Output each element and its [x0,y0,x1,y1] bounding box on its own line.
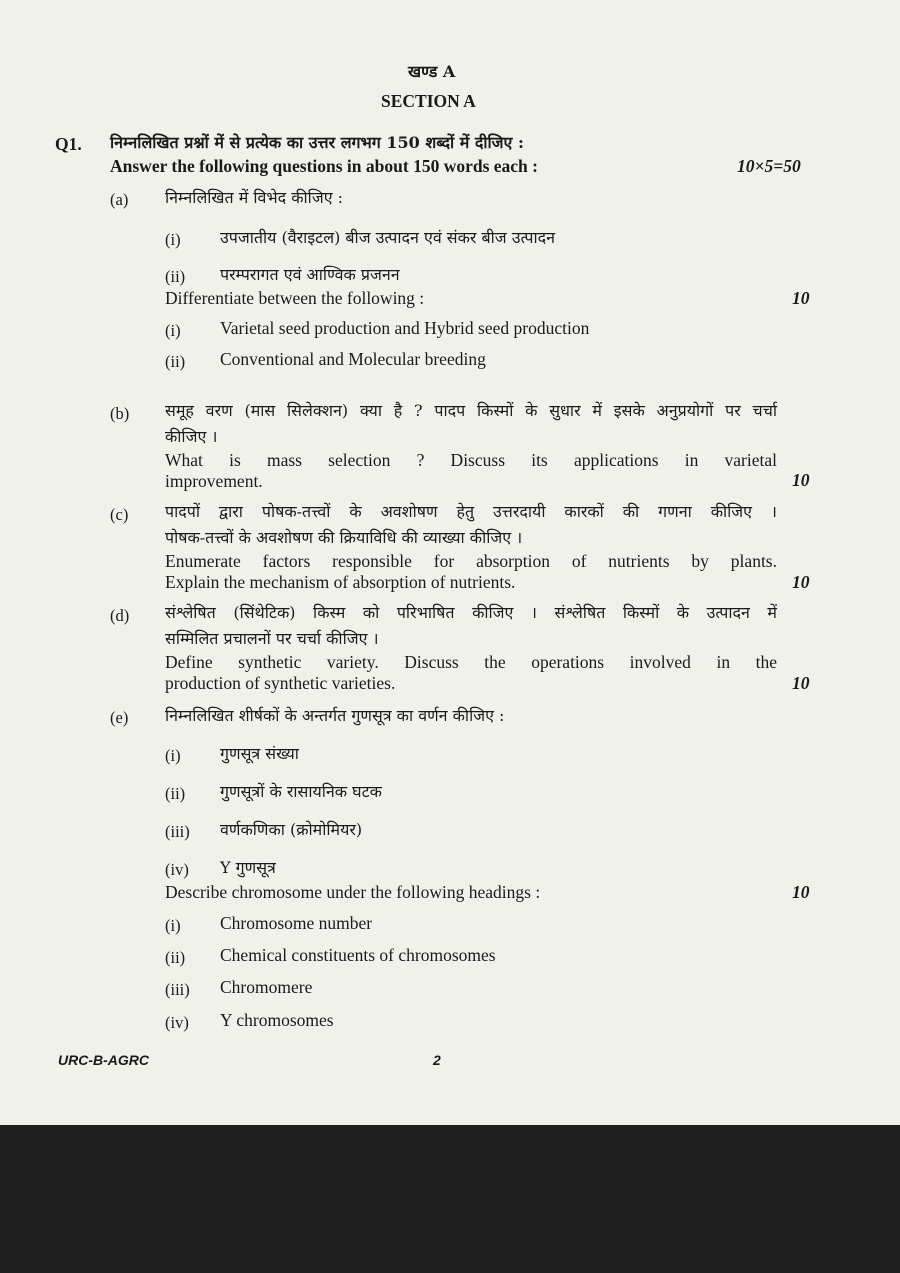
list-item-number: (ii) [165,267,186,286]
question-instruction: Answer the following questions in about 150 words each : [110,156,538,176]
part-e-stem: Describe chromosome under the following headings : [165,882,541,902]
scan-border [0,1125,900,1273]
list-item-text: Chemical constituents of chromosomes [220,945,496,965]
list-item-text: Y chromosomes [220,1010,334,1030]
list-item-number: (iii) [165,980,190,999]
section-title-hindi: खण्ड A [408,62,456,81]
part-d-hindi-line: सम्मिलित प्रचालनों पर चर्चा कीजिए । [165,629,379,648]
part-d-marks: 10 [792,673,810,693]
part-c-hindi-line: पादपों द्वारा पोषक-तत्त्वों के अवशोषण हेतु उत्तरदायी कारकों की गणना कीजिए । [165,502,777,521]
total-marks: 10×5=50 [737,156,801,176]
part-a-marks: 10 [792,288,810,308]
part-b-english-line: What is mass selection ? Discuss its applications in varietal [165,450,777,470]
part-a-stem-hindi: निम्नलिखित में विभेद कीजिए : [165,188,344,207]
part-e-marks: 10 [792,882,810,902]
list-item-text: गुणसूत्रों के रासायनिक घटक [220,782,382,801]
list-item-number: (iv) [165,1013,189,1032]
part-a-stem: Differentiate between the following : [165,288,425,308]
part-c-marks: 10 [792,572,810,592]
list-item-text: उपजातीय (वैराइटल) बीज उत्पादन एवं संकर बीज उत्पादन [220,228,555,247]
part-b-english-line: improvement. [165,471,263,491]
page-number: 2 [433,1052,441,1068]
part-c-label: (c) [110,505,129,524]
part-a-label: (a) [110,190,129,209]
list-item-text: Varietal seed production and Hybrid seed production [220,318,590,338]
list-item-number: (i) [165,916,181,935]
list-item-number: (i) [165,746,181,765]
part-d-english-line: Define synthetic variety. Discuss the operations involved in the [165,652,777,672]
question-number: Q1. [55,134,82,154]
section-title: SECTION A [381,91,476,111]
part-e-label: (e) [110,708,129,727]
paper-code: URC-B-AGRC [58,1052,149,1068]
part-b-hindi-line: समूह वरण (मास सिलेक्शन) क्या है ? पादप किस्मों के सुधार में इसके अनुप्रयोगों पर चर्चा [165,401,777,420]
list-item-number: (iv) [165,860,189,879]
part-e-stem-hindi: निम्नलिखित शीर्षकों के अन्तर्गत गुणसूत्र का वर्णन कीजिए : [165,706,505,725]
list-item-text: Conventional and Molecular breeding [220,349,486,369]
list-item-number: (ii) [165,784,186,803]
list-item-text: Chromosome number [220,913,373,933]
part-b-hindi-line: कीजिए । [165,427,218,446]
part-d-english-line: production of synthetic varieties. [165,673,396,693]
part-d-label: (d) [110,606,130,625]
list-item-number: (ii) [165,948,186,967]
part-c-english-line: Explain the mechanism of absorption of nutrients. [165,572,516,592]
part-c-english-line: Enumerate factors responsible for absorption of nutrients by plants. [165,551,777,571]
list-item-text: वर्णकणिका (क्रोमोमियर) [220,820,363,839]
list-item-text: Chromomere [220,977,313,997]
list-item-number: (ii) [165,352,186,371]
question-instruction-hindi: निम्नलिखित प्रश्नों में से प्रत्येक का उत्तर लगभग 150 शब्दों में दीजिए : [110,133,524,152]
list-item-number: (i) [165,321,181,340]
part-b-label: (b) [110,404,130,423]
list-item-text: परम्परागत एवं आण्विक प्रजनन [220,265,400,284]
list-item-text: गुणसूत्र संख्या [220,744,299,763]
list-item-number: (iii) [165,822,190,841]
part-c-hindi-line: पोषक-तत्त्वों के अवशोषण की क्रियाविधि की व्याख्या कीजिए । [165,528,523,547]
part-b-marks: 10 [792,470,810,490]
list-item-number: (i) [165,230,181,249]
part-d-hindi-line: संश्लेषित (सिंथेटिक) किस्म को परिभाषित कीजिए । संश्लेषित किस्मों के उत्पादन में [165,603,777,622]
list-item-text: Y गुणसूत्र [220,858,276,877]
